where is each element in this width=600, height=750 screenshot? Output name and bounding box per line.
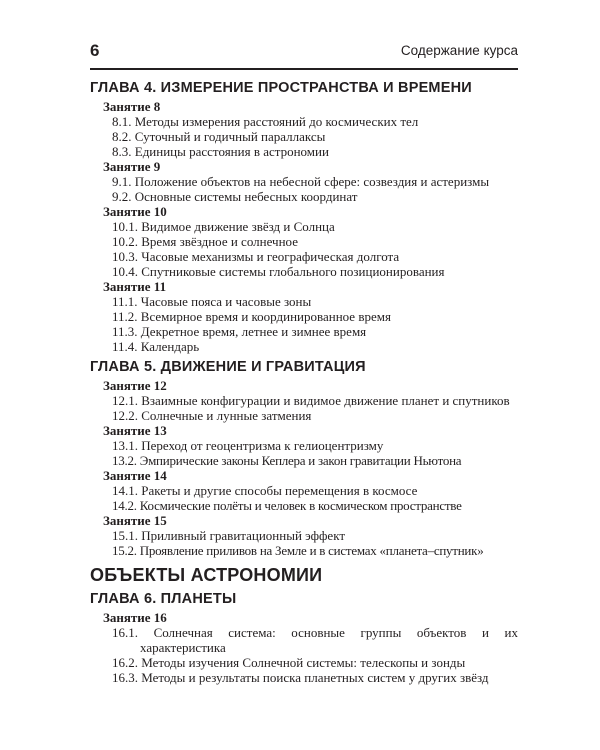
chapter-6-title: ГЛАВА 6. ПЛАНЕТЫ — [90, 591, 237, 607]
toc-item-11-4: 11.4. Календарь — [112, 339, 200, 354]
toc-item-16-1: 16.1. Солнечная система: основные группы объектов и их характеристика — [112, 625, 518, 655]
toc-item-9-2: 9.2. Основные системы небесных координат — [112, 189, 358, 204]
toc-item-16-3: 16.3. Методы и результаты поиска планетных систем у других звёзд — [112, 670, 489, 685]
header-rule — [90, 68, 518, 70]
toc-item-10-4: 10.4. Спутниковые системы глобального позиционирования — [112, 264, 445, 279]
toc-item-15-2: 15.2. Проявление приливов на Земле и в системах «планета–спутник» — [112, 543, 484, 558]
toc-item-10-3: 10.3. Часовые механизмы и географическая долгота — [112, 249, 400, 264]
lesson-12-title: Занятие 12 — [103, 378, 167, 393]
toc-item-15-1: 15.1. Приливный гравитационный эффект — [112, 528, 346, 543]
toc-item-8-1: 8.1. Методы измерения расстояний до космических тел — [112, 114, 419, 129]
lesson-8-title: Занятие 8 — [103, 99, 161, 114]
toc-item-8-2: 8.2. Суточный и годичный параллаксы — [112, 129, 326, 144]
lesson-15-title: Занятие 15 — [103, 513, 167, 528]
toc-item-11-2: 11.2. Всемирное время и координированное время — [112, 309, 391, 324]
chapter-5-title: ГЛАВА 5. ДВИЖЕНИЕ И ГРАВИТАЦИЯ — [90, 359, 366, 375]
toc-item-12-2: 12.2. Солнечные и лунные затмения — [112, 408, 312, 423]
toc-item-16-2: 16.2. Методы изучения Солнечной системы: телескопы и зонды — [112, 655, 466, 670]
chapter-4-title: ГЛАВА 4. ИЗМЕРЕНИЕ ПРОСТРАНСТВА И ВРЕМЕНИ — [90, 80, 472, 96]
toc-item-13-1: 13.1. Переход от геоцентризма к гелиоцентризму — [112, 438, 384, 453]
page-number: 6 — [90, 41, 100, 60]
lesson-11-title: Занятие 11 — [103, 279, 167, 294]
toc-item-8-3: 8.3. Единицы расстояния в астрономии — [112, 144, 329, 159]
lesson-13-title: Занятие 13 — [103, 423, 167, 438]
toc-item-10-2: 10.2. Время звёздное и солнечное — [112, 234, 298, 249]
lesson-14-title: Занятие 14 — [103, 468, 167, 483]
running-title: Содержание курса — [400, 43, 518, 58]
lesson-10-title: Занятие 10 — [103, 204, 167, 219]
toc-item-9-1: 9.1. Положение объектов на небесной сфере: созвездия и астеризмы — [112, 174, 490, 189]
toc-item-10-1: 10.1. Видимое движение звёзд и Солнца — [112, 219, 335, 234]
toc-item-12-1: 12.1. Взаимные конфигурации и видимое движение планет и спутников — [112, 393, 510, 408]
part-title: ОБЪЕКТЫ АСТРОНОМИИ — [90, 565, 323, 585]
page-header — [90, 41, 518, 65]
toc-item-11-1: 11.1. Часовые пояса и часовые зоны — [112, 294, 312, 309]
lesson-16-title: Занятие 16 — [103, 610, 167, 625]
toc-item-13-2: 13.2. Эмпирические законы Кеплера и закон гравитации Ньютона — [112, 453, 462, 468]
toc-item-11-3: 11.3. Декретное время, летнее и зимнее время — [112, 324, 367, 339]
lesson-9-title: Занятие 9 — [103, 159, 161, 174]
toc-item-14-2: 14.2. Космические полёты и человек в космическом пространстве — [112, 498, 462, 513]
toc-item-14-1: 14.1. Ракеты и другие способы перемещения в космосе — [112, 483, 418, 498]
table-of-contents — [90, 77, 518, 685]
